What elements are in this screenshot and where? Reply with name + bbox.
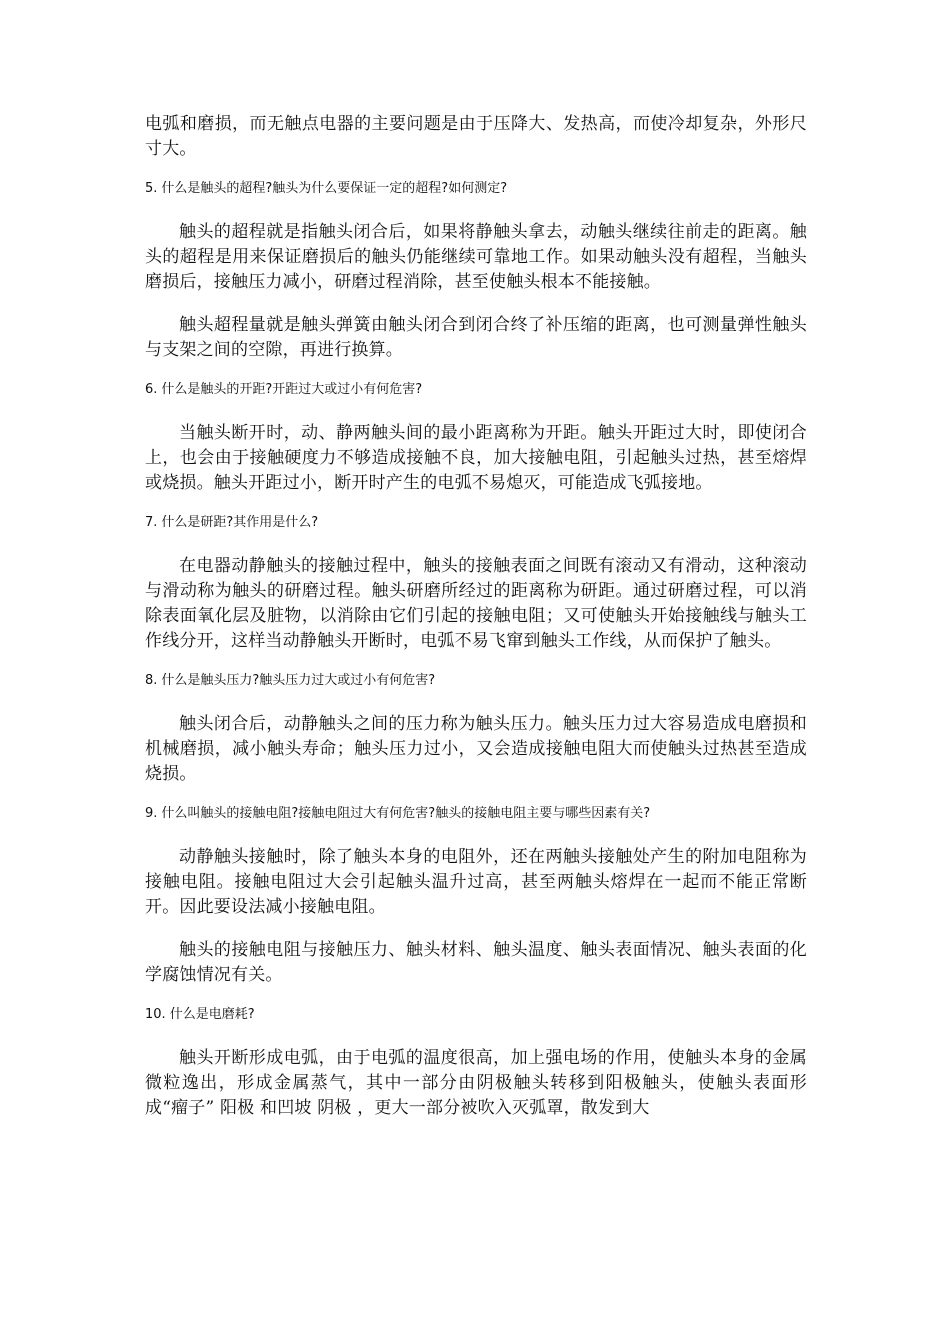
paragraph: 在电器动静触头的接触过程中，触头的接触表面之间既有滚动又有滑动，这种滚动与滑动称为触头的研磨过程。触头研磨所经过的距离称为研距。通过研磨过程，可以消除表面氧化层及脏物，以消除由它们引起的接触电阻；又可使触头开始接触线与触头工作线分开，这样当动静触头开断时，电弧不易飞窜到触头工作线，从而保护了触头。 (145, 556, 807, 651)
question-heading (145, 672, 807, 690)
paragraph: 触头闭合后，动静触头之间的压力称为触头压力。触头压力过大容易造成电磨损和机械磨损，减小触头寿命；触头压力过小，又会造成接触电阻大而使触头过热甚至造成烧损。 (145, 714, 807, 784)
question-heading (145, 514, 807, 532)
paragraph: 触头的接触电阻与接触压力、触头材料、触头温度、触头表面情况、触头表面的化学腐蚀情况有关。 (145, 940, 807, 985)
question-heading (145, 180, 807, 198)
question-heading (145, 805, 807, 823)
paragraph: 触头的超程就是指触头闭合后，如果将静触头拿去，动触头继续往前走的距离。触头的超程是用来保证磨损后的触头仍能继续可靠地工作。如果动触头没有超程，当触头磨损后，接触压力减小，研磨过程消除，甚至使触头根本不能接触。 (145, 222, 807, 292)
paragraph: 触头超程量就是触头弹簧由触头闭合到闭合终了补压缩的距离，也可测量弹性触头与支架之间的空隙，再进行换算。 (145, 315, 807, 360)
question-text: 什么是触头的开距?开距过大或过小有何危害? (161, 382, 423, 397)
question-number: 7. (145, 515, 158, 530)
question-text: 什么是触头压力?触头压力过大或过小有何危害? (161, 673, 436, 688)
question-number: 5. (145, 181, 158, 196)
paragraph: 电弧和磨损，而无触点电器的主要问题是由于压降大、发热高，而使冷却复杂，外形尺寸大。 (145, 114, 807, 159)
paragraph: 动静触头接触时，除了触头本身的电阻外，还在两触头接触处产生的附加电阻称为接触电阻。接触电阻过大会引起触头温升过高，甚至两触头熔焊在一起而不能正常断开。因此要设法减小接触电阻。 (145, 847, 807, 917)
question-text: 什么是研距?其作用是什么? (161, 515, 319, 530)
question-number: 10. (145, 1007, 166, 1022)
paragraph: 触头开断形成电弧，由于电弧的温度很高，加上强电场的作用，使触头本身的金属微粒逸出，形成金属蒸气，其中一部分由阴极触头转移到阳极触头，使触头表面形成“瘤子” 阳极 和凹坡 阴极 ，更大一部分被吹入灭弧罩，散发到大 (145, 1048, 807, 1118)
document-page (145, 112, 807, 1139)
paragraph: 当触头断开时，动、静两触头间的最小距离称为开距。触头开距过大时，即使闭合上，也会由于接触硬度力不够造成接触不良，加大接触电阻，引起触头过热，甚至熔焊或烧损。触头开距过小，断开时产生的电弧不易熄灭，可能造成飞弧接地。 (145, 423, 807, 493)
question-heading (145, 1006, 807, 1024)
question-heading (145, 381, 807, 399)
question-text: 什么叫触头的接触电阻?接触电阻过大有何危害?触头的接触电阻主要与哪些因素有关? (161, 806, 651, 821)
question-number: 6. (145, 382, 158, 397)
question-number: 9. (145, 806, 158, 821)
question-text: 什么是触头的超程?触头为什么要保证一定的超程?如何测定? (161, 181, 508, 196)
question-text: 什么是电磨耗? (169, 1007, 255, 1022)
question-number: 8. (145, 673, 158, 688)
